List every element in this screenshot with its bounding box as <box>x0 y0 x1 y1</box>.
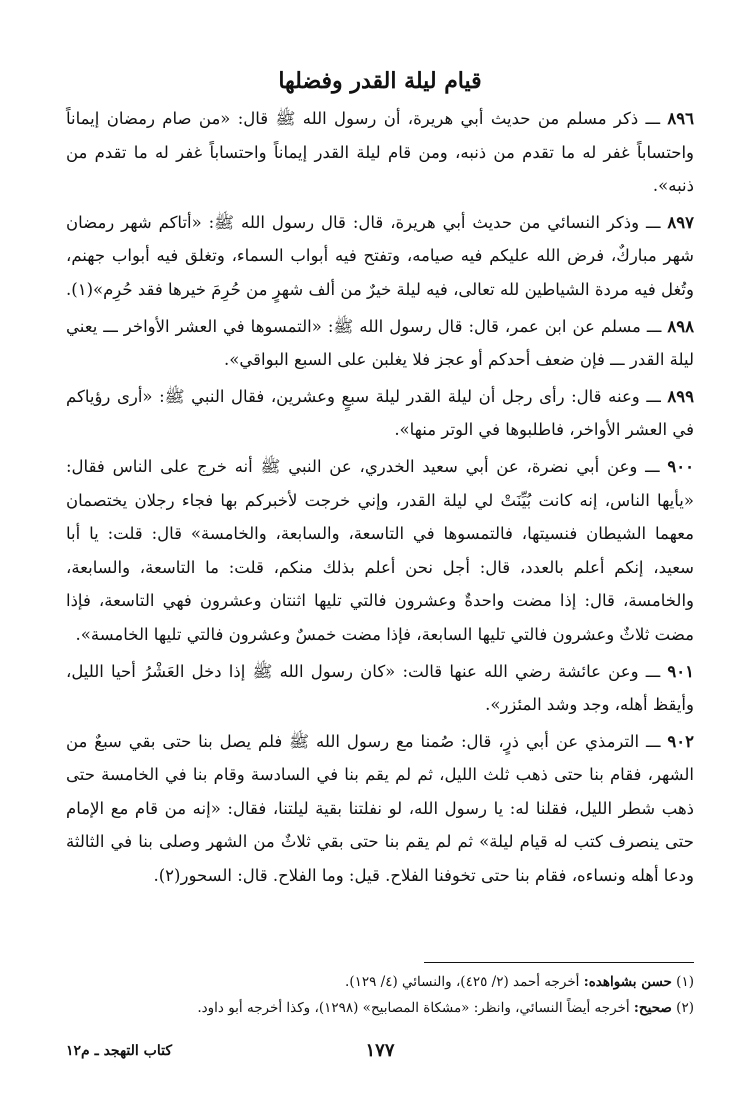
hadith-number: ٨٩٦ <box>667 109 694 128</box>
footnote-grade: حسن بشواهده: <box>583 974 672 990</box>
hadith-899 <box>66 380 694 447</box>
hadith-number: ٩٠٠ <box>667 456 694 476</box>
footnote-2 <box>66 995 694 1021</box>
hadith-number: ٨٩٩ <box>667 386 695 406</box>
hadith-901 <box>66 655 694 722</box>
running-title: كتاب التهجد ـ م١٢ <box>66 1043 172 1059</box>
page-footer <box>66 1036 694 1066</box>
footnote-grade: صحيح: <box>633 1000 672 1016</box>
footnote-text: أخرجه أحمد (٢/ ٤٢٥)، والنسائي (٤/ ١٢٩). <box>345 974 580 990</box>
book-page <box>66 64 694 1097</box>
hadith-list <box>66 102 694 893</box>
hadith-897 <box>66 206 694 307</box>
hadith-text: ـــ وعن عائشة رضي الله عنها قالت: «كان رسول الله ﷺ إذا دخل العَشْرُ أحيا الليل، وأيقظ أهله، وجد وشد المئزر». <box>66 661 694 715</box>
hadith-number: ٩٠٢ <box>667 731 695 751</box>
hadith-number: ٨٩٨ <box>667 316 694 336</box>
hadith-text: ـــ وذكر النسائي من حديث أبي هريرة، قال: قال رسول الله ﷺ: «أتاكم شهر رمضان شهر مباركٌ، فرض الله عليكم فيه صيامه، وتفتح فيه أبواب السماء، وتغلق فيه أبواب جهنم، وتُغل فيه مردة الشياطين لله تعالى، فيه ليلة خيرٌ من ألف شهرٍ من حُرِمَ خيرها فقد حُرِم»(١). <box>66 212 694 299</box>
hadith-896 <box>66 102 694 203</box>
footnote-text: أخرجه أيضاً النسائي، وانظر: «مشكاة المصابيح» (١٢٩٨)، وكذا أخرجه أبو داود. <box>197 1000 630 1016</box>
hadith-text: ـــ الترمذي عن أبي ذرٍ، قال: صُمنا مع رسول الله ﷺ فلم يصل بنا حتى بقي سبعٌ من الشهر، فقام بنا حتى ذهب ثلث الليل، ثم لم يقم بنا في السادسة وقام بنا في الخامسة حتى ذهب شطر الليل، فقلنا له: يا رسول الله، لو نفلتنا بقية ليلتنا، فقال: «إنه من قام مع الإمام حتى ينصرف كتب له قيام ليلة» ثم لم يقم بنا حتى بقي ثلاثٌ من الشهر وصلى بنا في الثالثة ودعا أهله ونساءه، فقام بنا حتى تخوفنا الفلاح. قيل: وما الفلاح. قال: السحور(٢). <box>66 731 694 886</box>
footnote-1 <box>66 969 694 995</box>
hadith-text: ـــ مسلم عن ابن عمر، قال: قال رسول الله ﷺ: «التمسوها في العشر الأواخر ـــ يعني ليلة القدر ـــ فإن ضعف أحدكم أو عجز فلا يغلبن على السبع البواقي». <box>66 316 694 370</box>
page-number: ١٧٧ <box>365 1040 395 1061</box>
hadith-text: ـــ وعن أبي نضرة، عن أبي سعيد الخدري، عن النبي ﷺ أنه خرج على الناس فقال: «يأيها الناس، إنه كانت بُيِّنَتْ لي ليلة القدر، وإني خرجت لأخبركم بها فجاء رجلان يختصمان معهما الشيطان فنسيتها، فالتمسوها في التاسعة، والسابعة، والخامسة» قال: قلت: يا أبا سعيد، إنكم أعلم بالعدد، قال: أجل نحن أعلم بذلك منكم، قلت: ما التاسعة، والسابعة، والخامسة، قال: إذا مضت واحدةٌ وعشرون فالتي تليها اثنتان وعشرون فهي التاسعة، فإذا مضت ثلاثٌ وعشرون فالتي تليها السابعة، فإذا مضت خمسٌ وعشرون فالتي تليها الخامسة». <box>66 456 694 644</box>
hadith-902 <box>66 725 694 893</box>
hadith-898 <box>66 310 694 377</box>
hadith-number: ٨٩٧ <box>667 212 694 232</box>
hadith-900 <box>66 450 694 652</box>
footnote-marker: (١) <box>676 974 694 990</box>
footnote-marker: (٢) <box>676 1000 694 1016</box>
hadith-text: ـــ ذكر مسلم من حديث أبي هريرة، أن رسول الله ﷺ قال: «من صام رمضان إيماناً واحتساباً غفر له ما تقدم من ذنبه، ومن قام ليلة القدر إيماناً واحتساباً غفر له ما تقدم من ذنبه». <box>66 109 694 196</box>
footnote-divider <box>424 962 694 963</box>
footnotes <box>66 969 694 1021</box>
hadith-text: ـــ وعنه قال: رأى رجل أن ليلة القدر ليلة سبعٍ وعشرين، فقال النبي ﷺ: «أرى رؤياكم في العشر الأواخر، فاطلبوها في الوتر منها». <box>66 386 694 440</box>
section-title: قيام ليلة القدر وفضلها <box>278 68 482 94</box>
hadith-number: ٩٠١ <box>667 661 695 681</box>
